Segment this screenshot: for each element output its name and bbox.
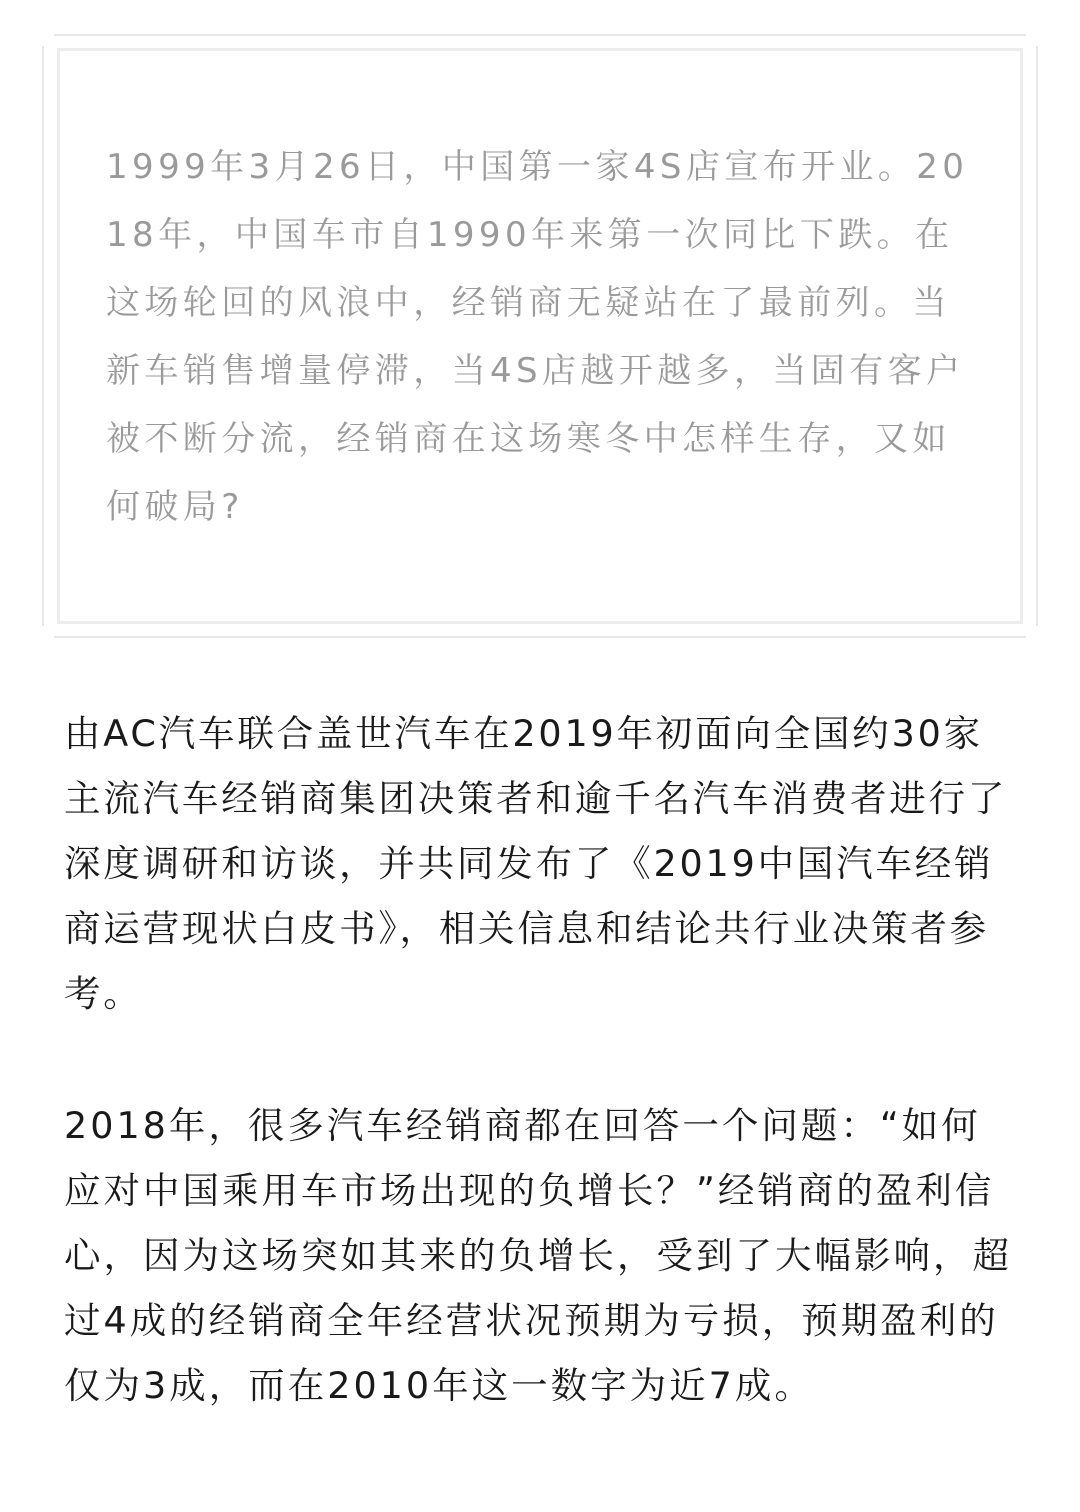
body-paragraph-2: 2018年，很多汽车经销商都在回答一个问题：“如何应对中国乘用车市场出现的负增长？”经销商的盈利信心，因为这场突如其来的负增长，受到了大幅影响，超过4成的经销商全年经营状况预期为亏损，预期盈利的仅为3成，而在2010年这一数字为近7成。 [64, 1104, 1012, 1407]
body-paragraph-1: 由AC汽车联合盖世汽车在2019年初面向全国约30家主流汽车经销商集团决策者和逾千名汽车消费者进行了深度调研和访谈，并共同发布了《2019中国汽车经销商运营现状白皮书》，相关信息和结论共行业决策者参考。 [64, 712, 1008, 1015]
frame-corner [1026, 626, 1038, 638]
frame-corner [42, 626, 54, 638]
frame-corner [42, 34, 54, 46]
intro-text: 1999年3月26日，中国第一家4S店宣布开业。2018年，中国车市自1990年来第一次同比下跌。在这场轮回的风浪中，经销商无疑站在了最前列。当新车销售增量停滞，当4S店越开越多，当固有客户被不断分流，经销商在这场寒冬中怎样生存，又如何破局? [106, 147, 969, 527]
frame-corner [1026, 34, 1038, 46]
